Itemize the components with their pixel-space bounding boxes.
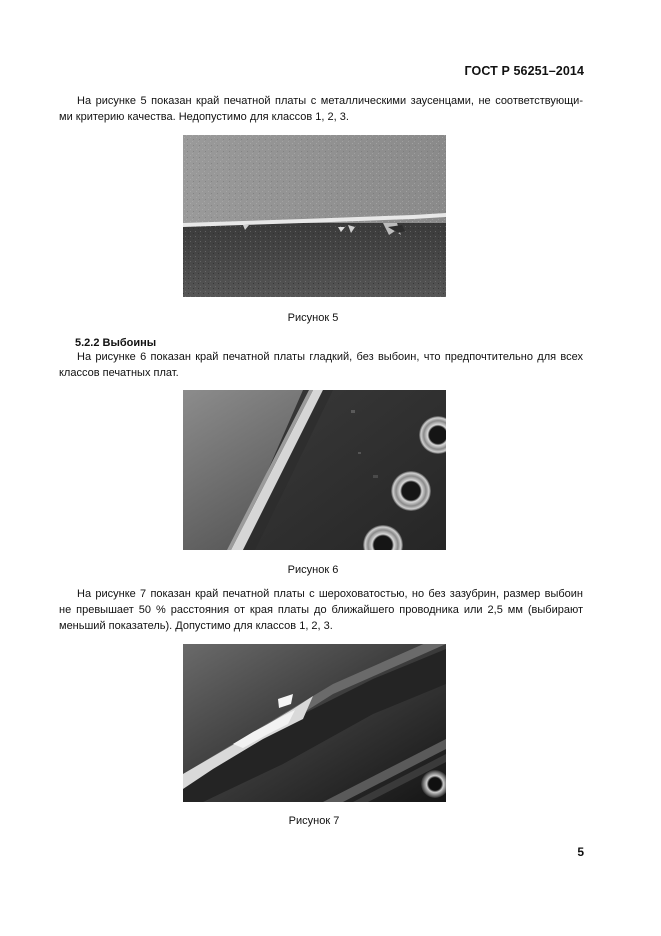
figure-7-caption: Рисунок 7	[288, 815, 340, 827]
paragraph-figure7-description	[59, 586, 583, 634]
paragraph-line: классов печатных плат.	[59, 367, 179, 379]
paragraph-line: меньший показатель). Допустимо для классов 1, 2, 3.	[59, 620, 333, 632]
paragraph-line: ми критерию качества. Недопустимо для классов 1, 2, 3.	[59, 111, 349, 123]
page-number: 5	[577, 845, 584, 859]
paragraph-line: На рисунке 6 показан край печатной платы гладкий, без выбоин, что предпочтительно для всех	[77, 351, 583, 363]
figure-5-caption: Рисунок 5	[287, 312, 339, 324]
paragraph-figure6-description	[59, 349, 583, 381]
figure-5-image	[183, 135, 446, 297]
paragraph-line: не превышает 50 % расстояния от края платы до ближайшего проводника или 2,5 мм (выбирают	[59, 604, 583, 616]
figure-6-caption: Рисунок 6	[287, 564, 339, 576]
figure-6-image	[183, 390, 446, 550]
document-header-standard: ГОСТ Р 56251–2014	[464, 64, 584, 78]
paragraph-figure5-description	[59, 93, 583, 125]
section-heading: 5.2.2 Выбоины	[75, 337, 157, 349]
figure-7-image	[183, 644, 446, 802]
paragraph-line: На рисунке 7 показан край печатной платы с шероховатостью, но без зазубрин, размер выбоин	[77, 588, 583, 600]
paragraph-line: На рисунке 5 показан край печатной платы с металлическими заусенцами, не соответствующи-	[77, 95, 583, 107]
